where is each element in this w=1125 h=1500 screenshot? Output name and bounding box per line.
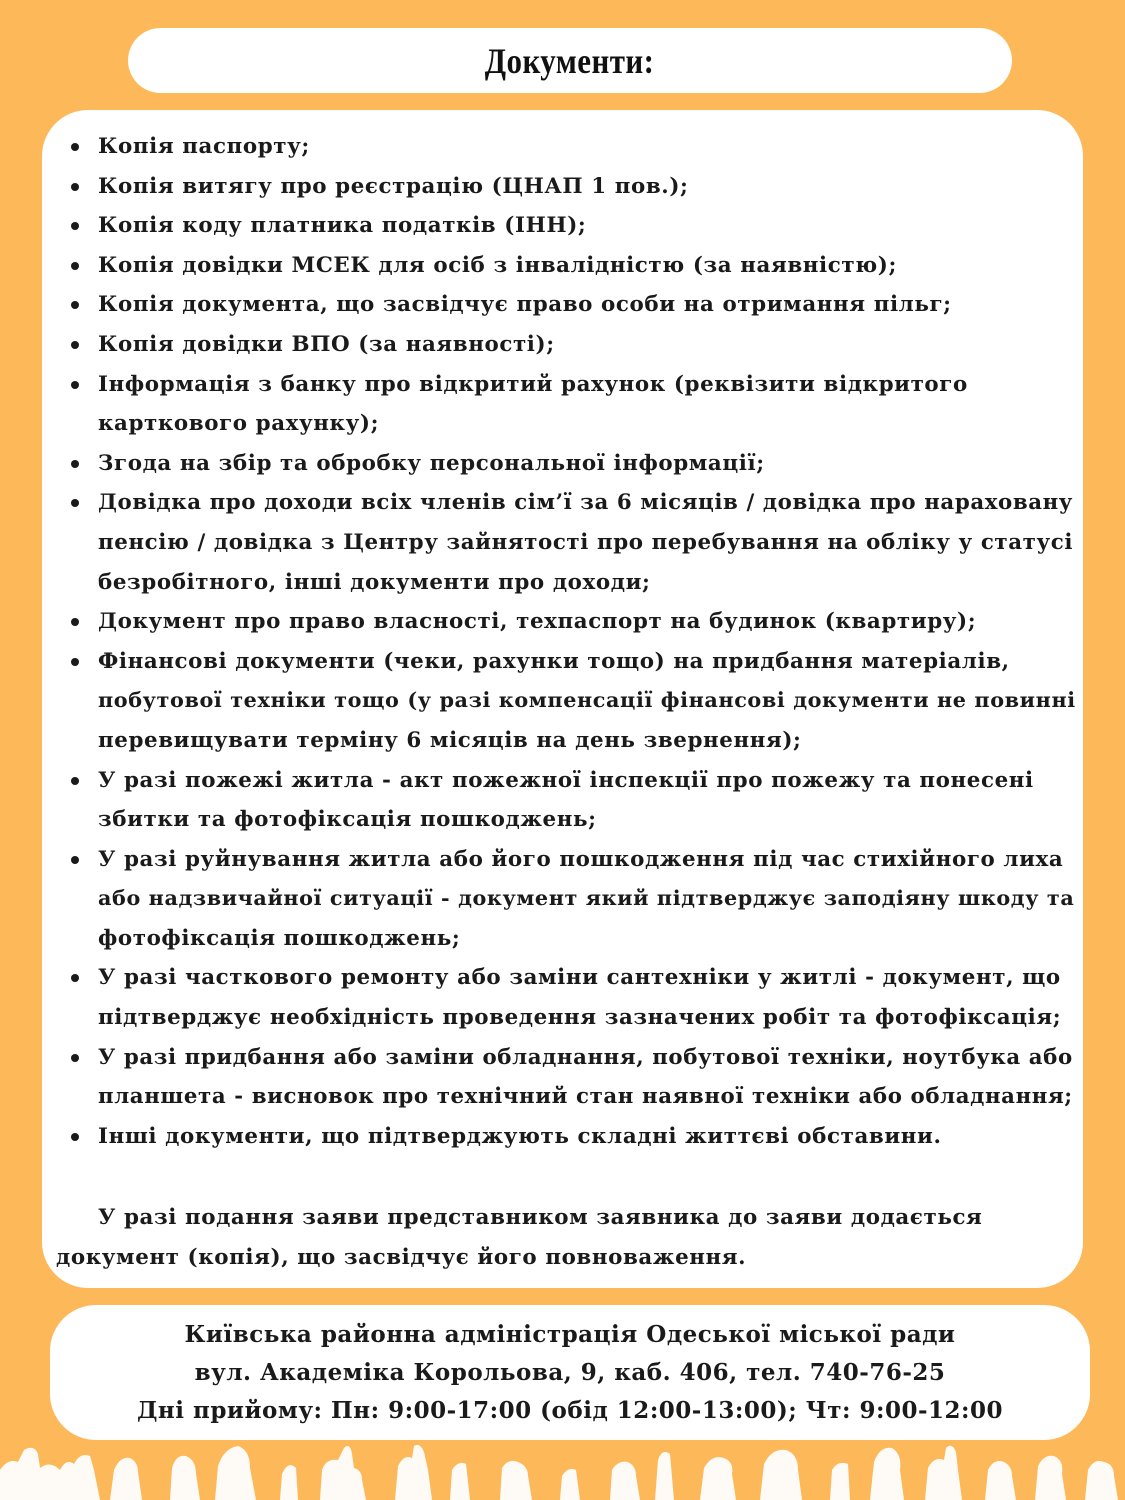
bullet-icon [71,460,79,468]
list-item-line: карткового рахунку); [98,411,380,437]
list-item-line: пенсію / довідка з Центру зайнятості про перебування на обліку у статусі [98,529,1074,555]
note-line-2: документ (копія), що засвідчує його повноваження. [56,1244,747,1270]
list-item-line: У разі пожежі житла - акт пожежної інспекції про пожежу та понесені [98,767,1034,793]
bullet-icon [71,499,79,507]
list-item [68,483,1078,602]
list-item-line: Копія паспорту; [98,134,310,159]
list-item [68,642,1078,761]
bullet-icon [71,856,79,864]
list-item [68,365,1078,444]
list-item [68,1117,1078,1157]
bullet-icon [71,1133,79,1141]
list-item-line: планшета - висновок про технічний стан наявної техніки або обладнання; [98,1084,1073,1110]
representative-note [56,1198,1066,1277]
list-item [68,444,1078,484]
bullet-icon [71,974,79,982]
address: вул. Академіка Корольова, 9, каб. 406, тел. 740-76-25 [194,1358,946,1386]
bullet-icon [71,262,79,270]
list-item-line: або надзвичайної ситуації - документ який підтверджує заподіяну шкоду та [98,886,1075,911]
list-item [68,246,1078,286]
list-item-line: збитки та фотофіксація пошкоджень; [98,807,597,833]
list-item-line: безробітного, інші документи про доходи; [98,569,651,595]
bullet-icon [71,341,79,349]
list-item [68,958,1078,1037]
list-item-line: Копія довідки МСЕК для осіб з інвалідністю (за наявністю); [98,252,897,278]
bullet-icon [71,222,79,230]
reception-hours: Дні прийому: Пн: 9:00-17:00 (обід 12:00-13:00); Чт: 9:00-12:00 [136,1396,1004,1424]
bullet-icon [71,658,79,666]
list-item-line: Копія довідки ВПО (за наявності); [98,331,555,357]
list-item [68,206,1078,246]
contact-panel [50,1305,1090,1440]
list-item-line: фотофіксація пошкоджень; [98,925,461,951]
documents-list [68,127,1078,1156]
list-item [68,840,1078,959]
organization-name: Київська районна адміністрація Одеської міської ради [184,1320,956,1348]
list-item-line: побутової техніки тощо (у разі компенсації фінансові документи не повинні [98,688,1076,713]
list-item-line: У разі руйнування житла або його пошкодження під час стихійного лиха [98,846,1064,872]
list-item-line: У разі часткового ремонту або заміни сантехніки у житлі - документ, що [98,965,1061,991]
list-item-line: Довідка про доходи всіх членів сім’ї за 6 місяців / довідка про нараховану [98,490,1074,516]
title-banner [128,28,1012,93]
list-item [68,167,1078,207]
list-item-line: Інші документи, що підтверджують складні життєві обставини. [98,1123,942,1149]
list-item [68,1038,1078,1117]
note-line-1: У разі подання заяви представником заявника до заяви додається [98,1205,983,1230]
list-item-line: підтверджує необхідність проведення зазначених робіт та фотофіксація; [98,1005,1062,1031]
bullet-icon [71,1054,79,1062]
list-item-line: Копія документа, що засвідчує право особи на отримання пільг; [98,292,952,318]
bullet-icon [71,301,79,309]
bullet-icon [71,381,79,389]
list-item-line: перевищувати терміну 6 місяців на день звернення); [98,727,802,753]
list-item-line: Копія витягу про реєстрацію (ЦНАП 1 пов.); [98,173,689,199]
page-title: Документи: [485,40,655,81]
list-item-line: Копія коду платника податків (ІНН); [98,213,587,239]
list-item [68,127,1078,167]
list-item-line: Інформація з банку про відкритий рахунок (реквізити відкритого [98,371,968,397]
list-item-line: Документ про право власності, техпаспорт на будинок (квартиру); [98,609,977,635]
documents-panel [42,110,1083,1288]
bullet-icon [71,618,79,626]
list-item [68,325,1078,365]
list-item-line: Фінансові документи (чеки, рахунки тощо) на придбання матеріалів, [98,648,1010,674]
list-item-line: Згода на збір та обробку персональної інформації; [98,450,765,476]
list-item [68,602,1078,642]
list-item-line: У разі придбання або заміни обладнання, побутової техніки, ноутбука або [98,1044,1073,1070]
bullet-icon [71,143,79,151]
bullet-icon [71,183,79,191]
list-item [68,285,1078,325]
bullet-icon [71,777,79,785]
crowd-silhouette-icon [0,1440,1125,1500]
list-item [68,761,1078,840]
